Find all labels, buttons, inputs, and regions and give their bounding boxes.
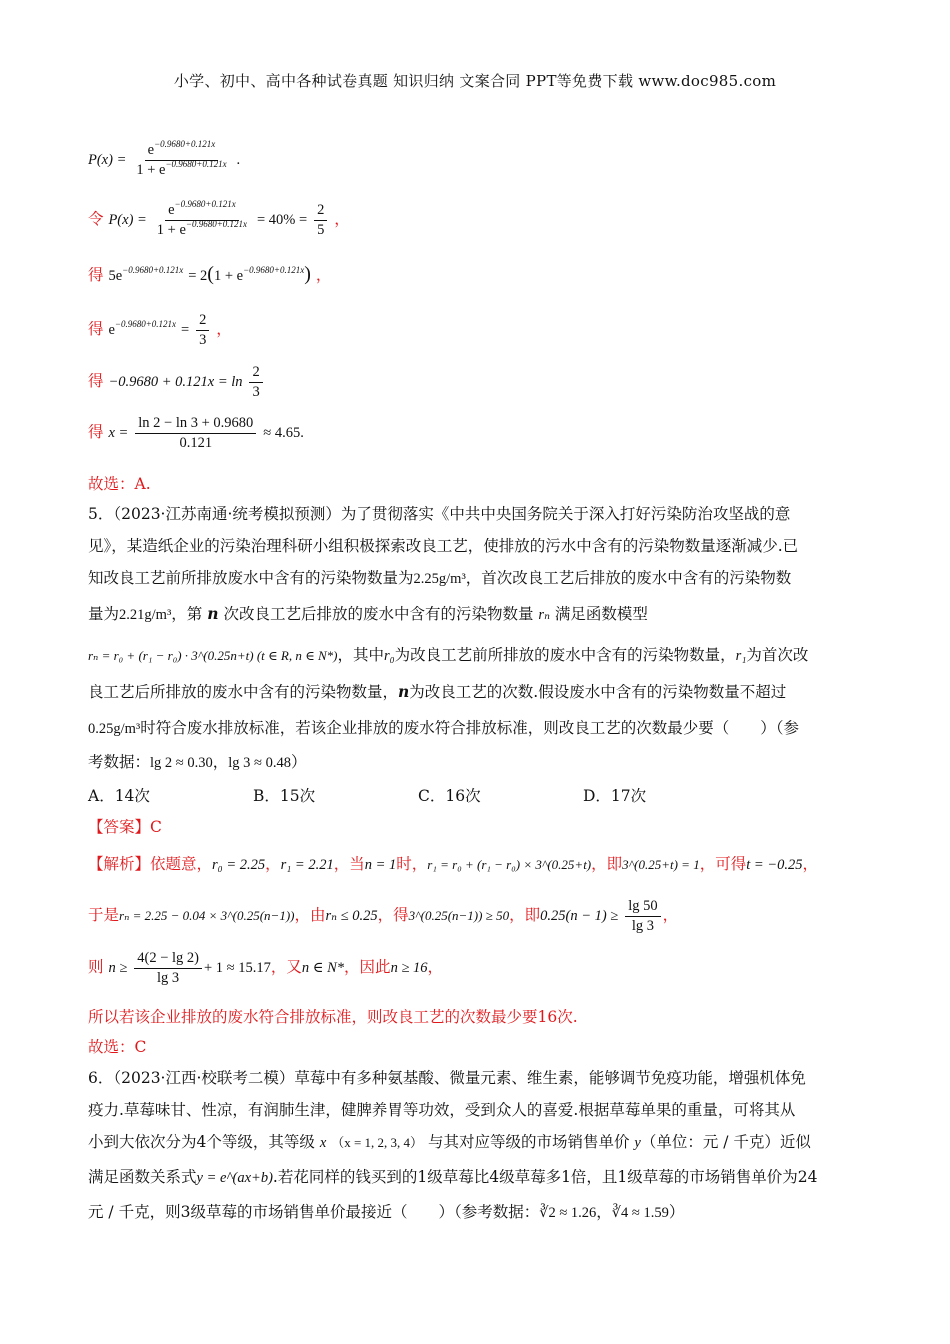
q6-line1: 6．（2023·江西·校联考二模）草莓中有多种氨基酸、微量元素、维生素，能够调节免疫功能，增强机体免 xyxy=(88,1069,806,1087)
ling-label: 令 xyxy=(88,210,104,229)
eq-two: = 2 xyxy=(188,268,208,284)
q5-line6: 良工艺后所排放的废水中含有的污染物数量，n为改良工艺的次数.假设废水中含有的污染物数量不超过 xyxy=(88,682,787,701)
analysis-line1: 【解析】依题意，r₀ = 2.25，r₁ = 2.21，当n = 1时，r₁ = r₀ + (r₁ − r₀) × 3^(0.25+t)，即3^(0.25+t) = 1，可得t = −0.25， xyxy=(88,855,818,873)
comma: ， xyxy=(315,266,332,284)
p-lhs: P(x) = xyxy=(88,152,127,169)
comma: ， xyxy=(216,320,232,339)
one-plus-e: 1 + e xyxy=(213,268,244,284)
q5-line4: 量为2.21g/m³，第 n 次改良工艺后排放的废水中含有的污染物数量 rₙ 满足函数模型 xyxy=(88,604,648,623)
page-header: 小学、初中、高中各种试卷真题 知识归纳 文案合同 PPT等免费下载 www.doc985.com xyxy=(173,72,777,90)
period: . xyxy=(236,152,241,169)
one-plus-e: 1 + e xyxy=(156,221,186,238)
exponent: −0.9680+0.121x xyxy=(174,199,236,209)
two-thirds: $\frac{2}{3}$ xyxy=(249,364,262,400)
q5-line3: 知改良工艺前所排放废水中含有的污染物数量为2.25g/m³，首次改良工艺后排放的废水中含有的污染物数 xyxy=(88,569,792,587)
p-lhs: P(x) = xyxy=(108,212,147,229)
step-2: 得 $5e^{-0.9680+0.121x} = 2(1 + e^{-0.9680+0.121x})$ ， xyxy=(88,263,332,285)
p-fraction xyxy=(133,139,229,178)
e-symbol: e xyxy=(147,142,155,158)
option-d: D．17次 xyxy=(583,787,647,805)
approx-value: ≈ 4.65 xyxy=(263,425,301,442)
x-fraction: $\frac{\ln 2 - \ln 3 + 0.9680}{0.121}$ xyxy=(135,415,256,451)
analysis-line4: 所以若该企业排放的废水符合排放标准，则改良工艺的次数最少要16次. xyxy=(88,1008,578,1026)
exponent: −0.9680+0.121x xyxy=(165,158,227,169)
math-2.21: 2.21g/m³ xyxy=(119,607,172,623)
two-fifths: $\frac{2}{5}$ xyxy=(314,202,327,238)
lg50-over-lg3: $\frac{\lg 50}{\lg 3}$ xyxy=(625,898,660,934)
two-thirds: $\frac{2}{3}$ xyxy=(196,312,209,348)
step4-expr: −0.9680 + 0.121x = ln xyxy=(108,374,243,391)
e-symbol: e xyxy=(168,202,175,218)
step-4 xyxy=(88,364,265,400)
exponent: −0.9680+0.121x xyxy=(122,265,184,275)
q5-line7: 0.25g/m³时符合废水排放标准，若该企业排放的废水符合排放标准，则改良工艺的次数最少要（ ）（参 xyxy=(88,719,800,737)
math-2.25: 2.25g/m³ xyxy=(413,571,466,587)
q6-line3: 小到大依次分为4个等级，其等级 x （x = 1, 2, 3, 4） 与其对应等级的市场销售单价 y（单位：元 / 千克）近似 xyxy=(88,1133,811,1151)
step-5: 得 x = $\frac{\ln 2 - \ln 3 + 0.9680}{0.121}$ ≈ 4.65. xyxy=(88,415,304,451)
p-fraction xyxy=(154,199,250,238)
comma: ， xyxy=(334,210,350,229)
de-label: 得 xyxy=(88,266,104,284)
analysis-line5: 故选：C xyxy=(88,1038,147,1056)
q5-line1: 5．（2023·江苏南通·统考模拟预测）为了贯彻落实《中共中央国务院关于深入打好污染防治攻坚战的意 xyxy=(88,505,791,523)
exponent: −0.9680+0.121x xyxy=(114,319,177,330)
exponent: −0.9680+0.121x xyxy=(185,218,248,229)
analysis-line2: 于是rₙ = 2.25 − 0.04 × 3^(0.25(n−1))，由rₙ ≤ 0.25，得3^(0.25(n−1)) ≥ 50，即0.25(n − 1) ≥ $\frac{\lg 50}{\lg 3}$ ， xyxy=(88,898,679,934)
de-label: 得 xyxy=(88,372,104,391)
q5-line5: rₙ = r₀ + (r₁ − r₀) · 3^(0.25n+t) (t ∈ R, n ∈ N*)，其中r₀为改良工艺前所排放的废水中含有的污染物数量，r₁为首次改 xyxy=(88,646,809,664)
derivation-answer: 故选：A. xyxy=(88,475,151,493)
answer-label: 【答案】C xyxy=(88,818,162,836)
q6-line4: 满足函数关系式y = e^(ax+b).若花同样的钱买到的1级草莓比4级草莓多1倍，且1级草莓的市场销售单价为24 xyxy=(88,1168,818,1186)
math-0.25: 0.25g/m³ xyxy=(88,721,141,737)
equals: = xyxy=(180,322,190,339)
q6-line5: 元 / 千克，则3级草莓的市场销售单价最接近（ ）（参考数据：∛2 ≈ 1.26，∛4 ≈ 1.59） xyxy=(88,1203,685,1221)
q5-line2: 见》，某造纸企业的污染治理科研小组积极探索改良工艺，使排放的污水中含有的污染物数量逐渐减少.已 xyxy=(88,537,799,555)
step-3 xyxy=(88,312,232,348)
one-plus-e: 1 + e xyxy=(136,161,166,178)
option-b: B．15次 xyxy=(253,787,316,805)
option-a: A．14次 xyxy=(88,787,150,805)
model-formula: rₙ = r₀ + (r₁ − r₀) · 3^(0.25n+t) (t ∈ R, n ∈ N*) xyxy=(88,648,338,663)
n-fraction: $\frac{4(2 - \lg 2)}{\lg 3}$ xyxy=(134,950,202,986)
analysis-line3: 则 n ≥ $\frac{4(2 - \lg 2)}{\lg 3}$ + 1 ≈ 15.17，又n ∈ N*，因此n ≥ 16， xyxy=(88,950,444,986)
q6-line2: 疫力.草莓味甘、性凉，有润肺生津，健脾养胃等功效，受到众人的喜爱.根据草莓单果的重量，可将其从 xyxy=(88,1101,796,1119)
e-symbol: e xyxy=(108,322,115,339)
step-1 xyxy=(88,199,350,238)
formula-p-definition xyxy=(88,139,241,178)
x-equals: x = xyxy=(108,425,129,442)
five-e: 5e xyxy=(108,268,123,284)
option-c: C．16次 xyxy=(418,787,481,805)
exponent: −0.9680+0.121x xyxy=(154,139,216,149)
exponent: −0.9680+0.121x xyxy=(243,265,305,275)
de-label: 得 xyxy=(88,423,104,442)
q5-line8: 考数据：lg 2 ≈ 0.30，lg 3 ≈ 0.48） xyxy=(88,753,307,771)
de-label: 得 xyxy=(88,320,104,339)
eq-40: = 40% = xyxy=(256,212,308,229)
